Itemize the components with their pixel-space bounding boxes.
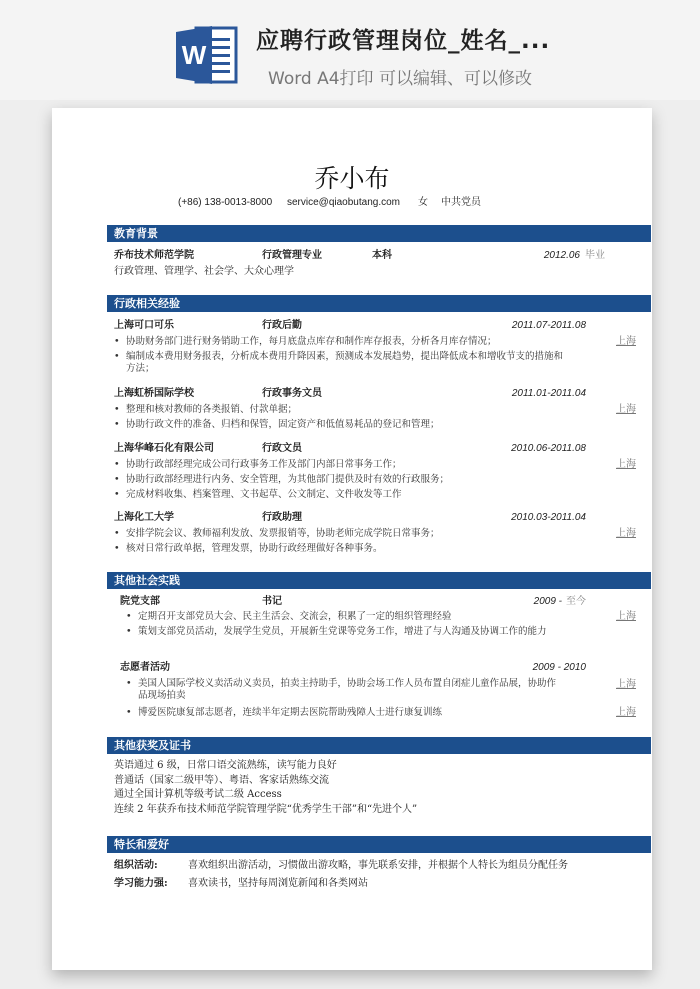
- edu-major: 行政管理专业: [262, 250, 322, 261]
- job-bullet: • 核对日常行政单据，管理发票，协助行政经理做好各种事务。: [126, 543, 383, 555]
- social-role: 书记: [262, 596, 282, 607]
- award-line: 英语通过 6 级，日常口语交流熟练，读写能力良好: [114, 760, 337, 771]
- candidate-name: 乔小布: [314, 164, 390, 193]
- hobby-label: 组织活动:: [114, 860, 158, 871]
- social-location: 上海: [616, 707, 636, 718]
- section-header-experience: 行政相关经验: [107, 295, 651, 312]
- hobby-label: 学习能力强:: [114, 878, 168, 889]
- section-header-hobbies: 特长和爱好: [107, 836, 651, 853]
- job-bullet: • 安排学院会议、教师福利发放、发票报销等，协助老师完成学院日常事务；: [126, 528, 440, 540]
- job-company: 上海虹桥国际学校: [114, 388, 194, 399]
- hobby-text: 喜欢组织出游活动，习惯做出游攻略，事先联系安排，并根据个人特长为组员分配任务: [188, 860, 568, 871]
- award-line: 连续 2 年获乔布技术师范学院管理学院“优秀学生干部”和“先进个人”: [114, 804, 418, 815]
- job-bullet: • 完成材料收集、档案管理、文书起草、公文制定、文件收发等工作: [126, 489, 402, 501]
- phone: (+86) 138-0013-8000: [178, 197, 273, 208]
- job-date: 2011.01-2011.04: [511, 388, 586, 399]
- job-date: 2011.07-2011.08: [511, 320, 586, 331]
- job-role: 行政助理: [262, 512, 302, 523]
- edu-status: 毕业: [585, 250, 605, 261]
- job-bullet: • 编制成本费用财务报表，分析成本费用升降因素，预测成本发展趋势，提出降低成本和增收节支的措施和方法；: [126, 351, 566, 375]
- job-location: 上海: [616, 459, 636, 470]
- job-role: 行政后勤: [262, 320, 302, 331]
- job-company: 上海可口可乐: [114, 320, 174, 331]
- title-banner: [0, 0, 700, 100]
- section-header-awards: 其他获奖及证书: [107, 737, 651, 754]
- job-role: 行政文员: [262, 443, 302, 454]
- social-location: 上海: [616, 679, 636, 690]
- job-company: 上海华峰石化有限公司: [114, 443, 214, 454]
- job-date: 2010.03-2011.04: [511, 512, 586, 523]
- word-icon: [174, 22, 240, 88]
- job-bullet: • 整理和核对教师的各类报销、付款单据；: [126, 404, 297, 416]
- edu-courses: 行政管理、管理学、社会学、大众心理学: [114, 266, 294, 277]
- job-company: 上海化工大学: [114, 512, 174, 523]
- social-bullet: • 定期召开支部党员大会、民主生活会、交流会，积累了一定的组织管理经验: [138, 611, 452, 623]
- social-bullet: • 策划支部党员活动，发展学生党员，开展新生党课等党务工作，增进了与人沟通及协调工作的能力: [138, 626, 578, 638]
- job-location: 上海: [616, 528, 636, 539]
- social-org: 院党支部: [120, 596, 160, 607]
- word-icon-letter: W: [181, 40, 207, 70]
- social-bullet: • 美国人国际学校义卖活动义卖员，拍卖主持助手，协助会场工作人员布置自闭症儿童作品展，协助作品现场拍卖: [138, 678, 558, 702]
- edu-degree: 本科: [372, 250, 392, 261]
- job-role: 行政事务文员: [262, 388, 322, 399]
- section-header-education: 教育背景: [107, 225, 651, 242]
- document-title: 应聘行政管理岗位_姓名_...: [256, 28, 551, 54]
- section-header-social: 其他社会实践: [107, 572, 651, 589]
- edu-date: 2012.06: [543, 250, 580, 261]
- job-date: 2010.06-2011.08: [511, 443, 586, 454]
- social-date: 2009 -: [533, 596, 562, 607]
- job-bullet: • 协助行政部经理进行内务、安全管理，为其他部门提供及时有效的行政服务；: [126, 474, 449, 486]
- award-line: 普通话（国家二级甲等）、粤语、客家话熟练交流: [114, 775, 329, 786]
- edu-school: 乔布技术师范学院: [114, 250, 194, 261]
- job-bullet: • 协助财务部门进行财务销助工作，每月底盘点库存和制作库存报表，分析各月库存情况；: [126, 336, 497, 348]
- social-location: 上海: [616, 611, 636, 622]
- job-bullet: • 协助行政文件的准备、归档和保管，固定资产和低值易耗品的登记和管理；: [126, 419, 440, 431]
- political-status: 中共党员: [441, 197, 481, 208]
- social-date-suffix: 至今: [566, 596, 586, 607]
- job-bullet: • 协助行政部经理完成公司行政事务工作及部门内部日常事务工作；: [126, 459, 402, 471]
- social-date: 2009 - 2010: [532, 662, 586, 673]
- job-location: 上海: [616, 404, 636, 415]
- hobby-text: 喜欢读书，坚持每周浏览新闻和各类网站: [188, 878, 368, 889]
- social-org: 志愿者活动: [120, 662, 170, 673]
- award-line: 通过全国计算机等级考试二级 Access: [114, 789, 282, 800]
- resume-page: [52, 108, 652, 970]
- email: service@qiaobutang.com: [287, 197, 400, 208]
- job-location: 上海: [616, 336, 636, 347]
- gender: 女: [418, 197, 428, 208]
- social-bullet: • 博爱医院康复部志愿者，连续半年定期去医院帮助残障人士进行康复训练: [138, 707, 442, 719]
- document-subtitle: Word A4打印 可以编辑、可以修改: [268, 69, 532, 89]
